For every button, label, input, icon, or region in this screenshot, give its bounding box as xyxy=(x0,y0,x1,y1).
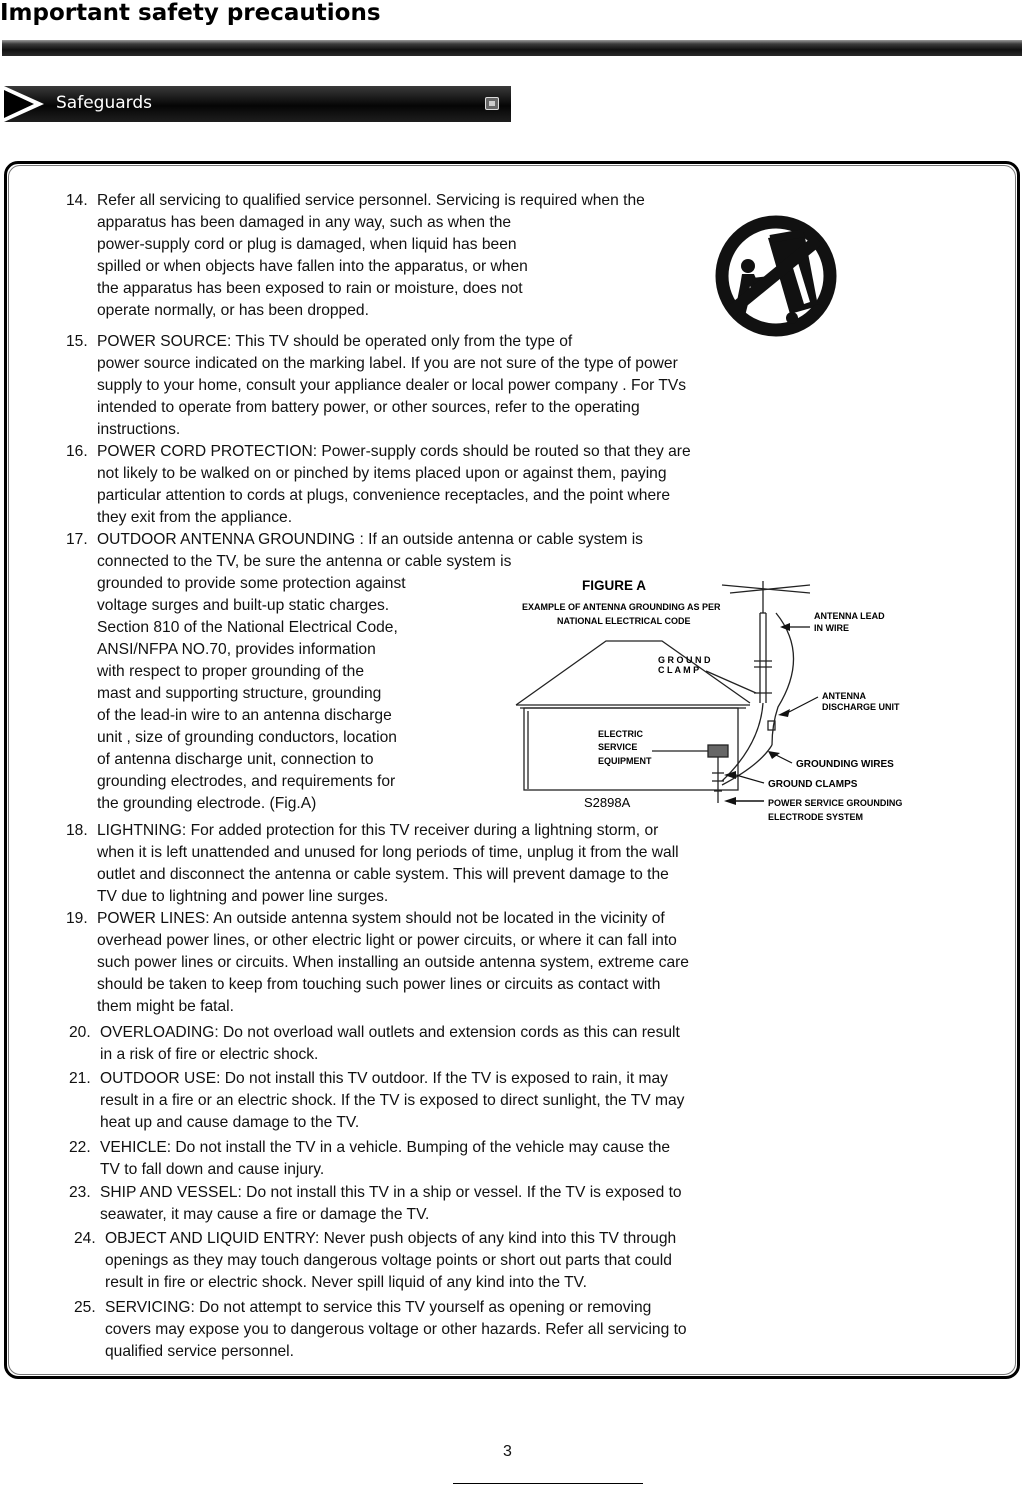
figure-caption: NATIONAL ELECTRICAL CODE xyxy=(557,616,691,626)
square-box-icon xyxy=(485,97,499,110)
figure-antenna-grounding-diagram xyxy=(510,575,940,825)
label-power-service: ELECTRODE SYSTEM xyxy=(768,812,864,822)
cart-tipover-warning-icon xyxy=(700,214,852,338)
figure-caption: EXAMPLE OF ANTENNA GROUNDING AS PER xyxy=(522,602,721,612)
figure-title: FIGURE A xyxy=(582,578,646,593)
label-antenna-lead: IN WIRE xyxy=(814,623,849,633)
list-item: 14. Refer all servicing to qualified service personnel. Servicing is required when the apparatus has been damaged in any way, such as when the power-supply cord or plug is damaged, when liquid has been spilled or when objects have fallen into the apparatus, or when the apparatus has been exposed to rain or moisture, does not operate normally, or has been dropped. xyxy=(66,192,645,319)
list-item: 18. LIGHTNING: For added protection for this TV receiver during a lightning storm, or when it is left unattended and unused for long periods of time, unplug it from the wall outlet and disconnect the antenna or cable system. This will prevent damage to the TV due to lightning and power line surges. xyxy=(66,822,679,905)
list-item: 20. OVERLOADING: Do not overload wall outlets and extension cords as this can result in a risk of fire or electric shock. xyxy=(69,1024,680,1063)
list-item: 21. OUTDOOR USE: Do not install this TV outdoor. If the TV is exposed to rain, it may result in a fire or an electric shock. If the TV is exposed to direct sunlight, the TV may heat up and cause damage to the TV. xyxy=(69,1070,685,1131)
page-title: Important safety precautions xyxy=(0,0,381,26)
list-item: 22. VEHICLE: Do not install the TV in a vehicle. Bumping of the vehicle may cause the TV to fall down and cause injury. xyxy=(69,1139,671,1178)
label-ground-clamp: C L A M P xyxy=(658,665,700,675)
footer-divider xyxy=(453,1483,643,1484)
list-item: 24. OBJECT AND LIQUID ENTRY: Never push objects of any kind into this TV through openings as they may touch dangerous voltage points or short out parts that could result in fire or electric shock. Never spill liquid of any kind into the TV. xyxy=(74,1230,677,1291)
label-ground-clamp: G R O U N D xyxy=(658,655,711,665)
list-item: 25. SERVICING: Do not attempt to service this TV yourself as opening or removing covers may expose you to dangerous voltage or other hazards. Refer all servicing to qualified service personnel. xyxy=(74,1299,687,1360)
label-ground-clamps: GROUND CLAMPS xyxy=(768,779,858,790)
label-electric-service: EQUIPMENT xyxy=(598,756,652,766)
list-item: 23. SHIP AND VESSEL: Do not install this TV in a ship or vessel. If the TV is exposed to seawater, it may cause a fire or damage the TV. xyxy=(69,1184,682,1223)
figure-code: S2898A xyxy=(584,795,631,810)
label-discharge-unit: DISCHARGE UNIT xyxy=(822,702,900,712)
label-electric-service: ELECTRIC xyxy=(598,729,643,739)
section-header-safeguards xyxy=(4,86,511,122)
label-antenna-lead: ANTENNA LEAD xyxy=(814,611,885,621)
list-item: 16. POWER CORD PROTECTION: Power-supply cords should be routed so that they are not likely to be walked on or pinched by items placed upon or against them, paying particular attention to cords at plugs, convenience receptacles, and the point where they exit from the appliance. xyxy=(66,443,691,526)
label-power-service: POWER SERVICE GROUNDING xyxy=(768,798,903,808)
list-item: 19. POWER LINES: An outside antenna system should not be located in the vicinity of overhead power lines, or other electric light or power circuits, or where it can fall into such power lines or circuits. When installing an outside antenna system, extreme care should be taken to keep from touching such power lines or circuits as contact with them might be fatal. xyxy=(66,910,689,1015)
section-label: Safeguards xyxy=(56,93,152,113)
list-item: 15. POWER SOURCE: This TV should be operated only from the type of power source indicated on the marking label. If you are not sure of the type of power supply to your home, consult your appliance dealer or local power company . For TVs intended to operate from battery power, or other sources, refer to the operating instructions. xyxy=(66,333,687,438)
label-electric-service: SERVICE xyxy=(598,742,638,752)
label-grounding-wires: GROUNDING WIRES xyxy=(796,759,894,770)
title-divider-bar xyxy=(2,40,1022,56)
label-discharge-unit: ANTENNA xyxy=(822,691,866,701)
page-number: 3 xyxy=(503,1443,512,1460)
list-item: 17. OUTDOOR ANTENNA GROUNDING : If an outside antenna or cable system is connected to the TV, be sure the antenna or cable system is grounded to provide some protection against voltage surges and built-up static charges. Section 810 of the National Electrical Code, ANSI/NFPA NO.70, provides information with respect to proper grounding of the mast and supporting structure, grounding of the lead-in wire to an antenna discharge unit , size of grounding conductors, location of antenna discharge unit, connection to grounding electrodes, and requirements for the grounding electrode. (Fig.A) xyxy=(66,531,643,812)
